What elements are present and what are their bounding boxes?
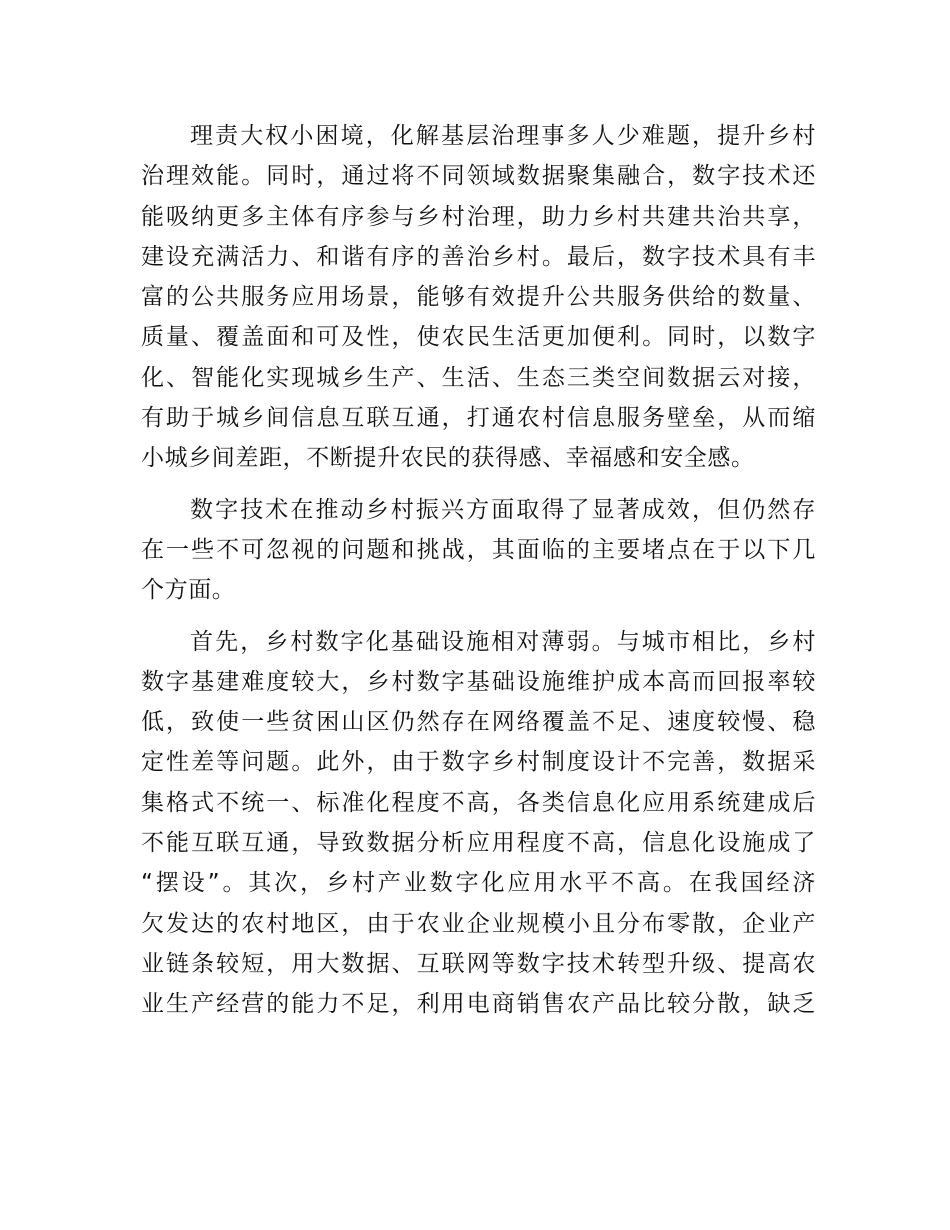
text-line: 治理效能。同时，通过将不同领域数据聚集融合，数字技术还 <box>141 163 816 190</box>
text-line: “摆设”。其次，乡村产业数字化应用水平不高。在我国经济 <box>141 870 816 897</box>
text-line: 不能互联互通，导致数据分析应用程度不高，信息化设施成了 <box>141 830 816 857</box>
text-line: 有助于城乡间信息互联互通，打通农村信息服务壁垒，从而缩 <box>141 405 816 432</box>
text-line: 欠发达的农村地区，由于农业企业规模小且分布零散，企业产 <box>141 910 816 937</box>
body-text <box>141 116 816 1036</box>
paragraph-3 <box>141 622 816 1025</box>
text-line: 业生产经营的能力不足，利用电商销售农产品比较分散，缺乏 <box>141 991 816 1018</box>
text-line: 低，致使一些贫困山区仍然存在网络覆盖不足、速度较慢、稳 <box>141 709 816 736</box>
text-line: 在一些不可忽视的问题和挑战，其面临的主要堵点在于以下几 <box>141 536 816 563</box>
text-line: 建设充满活力、和谐有序的善治乡村。最后，数字技术具有丰 <box>141 243 816 270</box>
text-line: 集格式不统一、标准化程度不高，各类信息化应用系统建成后 <box>141 789 816 816</box>
paragraph-2 <box>141 490 816 611</box>
text-line: 定性差等问题。此外，由于数字乡村制度设计不完善，数据采 <box>141 749 816 776</box>
text-line: 化、智能化实现城乡生产、生活、生态三类空间数据云对接， <box>141 364 816 391</box>
text-line: 首先，乡村数字化基础设施相对薄弱。与城市相比，乡村 <box>190 628 816 655</box>
text-line: 个方面。 <box>141 577 236 604</box>
text-line: 小城乡间差距，不断提升农民的获得感、幸福感和安全感。 <box>141 445 755 472</box>
text-line: 业链条较短，用大数据、互联网等数字技术转型升级、提高农 <box>141 950 816 977</box>
paragraph-1 <box>141 116 816 479</box>
text-line: 数字基建难度较大，乡村数字基础设施维护成本高而回报率较 <box>141 668 816 695</box>
text-line: 理责大权小困境，化解基层治理事多人少难题，提升乡村 <box>190 123 816 149</box>
text-line: 能吸纳更多主体有序参与乡村治理，助力乡村共建共治共享， <box>141 203 816 230</box>
text-line: 质量、覆盖面和可及性，使农民生活更加便利。同时，以数字 <box>141 324 816 351</box>
text-line: 富的公共服务应用场景，能够有效提升公共服务供给的数量、 <box>141 284 816 311</box>
text-line: 数字技术在推动乡村振兴方面取得了显著成效，但仍然存 <box>190 496 816 523</box>
